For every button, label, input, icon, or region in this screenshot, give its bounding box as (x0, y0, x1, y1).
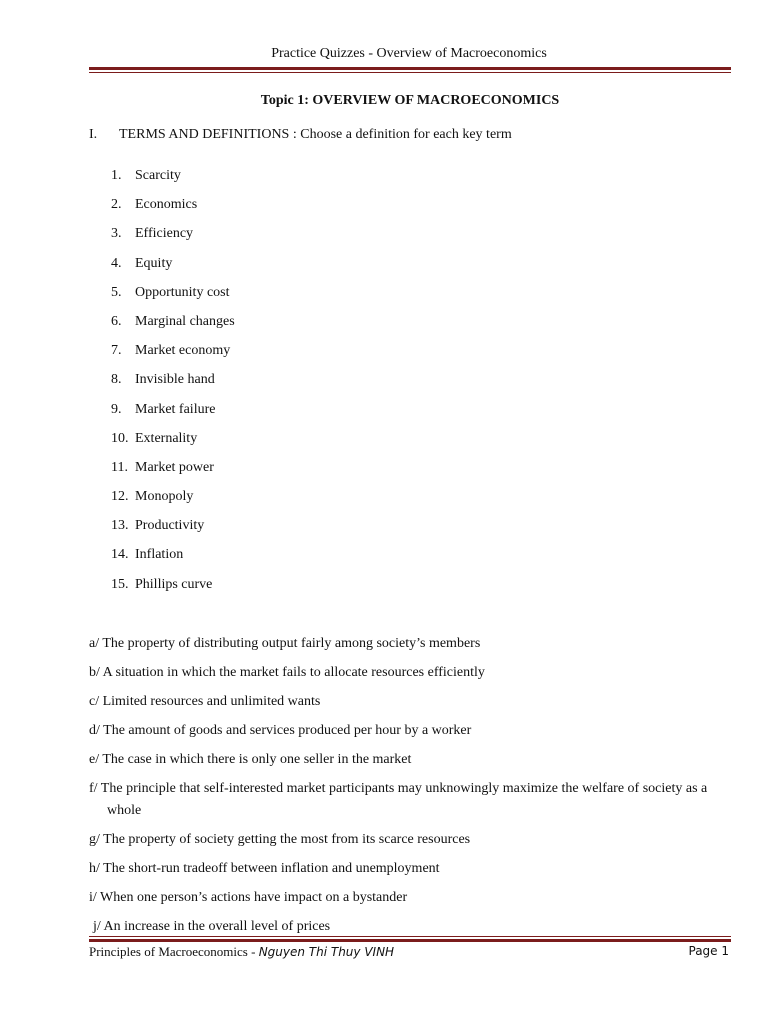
key-term-label: Equity (135, 255, 173, 271)
footer-course-title: Principles of Macroeconomics - (89, 944, 259, 959)
key-term-number: 6. (111, 313, 122, 329)
key-term-item (111, 487, 235, 516)
section-title: TERMS AND DEFINITIONS : Choose a definition for each key term (119, 127, 512, 142)
key-term-number: 14. (111, 547, 129, 563)
key-term-item (111, 312, 235, 341)
key-term-label: Scarcity (135, 168, 181, 183)
key-term-number: 7. (111, 343, 122, 359)
key-term-number: 5. (111, 284, 122, 300)
definition-item: g/ The property of society getting the most from its scarce resources (89, 831, 471, 847)
key-term-label: Inflation (135, 547, 184, 563)
section-number: I. (89, 127, 98, 142)
key-term-item (111, 400, 235, 429)
key-term-label: Productivity (135, 518, 205, 534)
key-term-item (111, 166, 235, 195)
footer-rule-thin (89, 936, 731, 937)
key-term-item (111, 224, 235, 253)
key-term-item (111, 195, 235, 224)
topic-title: Topic 1: OVERVIEW OF MACROECONOMICS (260, 93, 560, 108)
key-term-label: Invisible hand (135, 372, 215, 388)
key-term-item (111, 575, 235, 604)
definition-item: i/ When one person’s actions have impact on a bystander (89, 889, 408, 905)
key-term-label: Efficiency (135, 226, 194, 242)
key-term-number: 15. (111, 576, 129, 592)
definition-item: a/ The property of distributing output fairly among society’s members (89, 636, 481, 651)
key-term-number: 11. (111, 459, 128, 475)
key-term-number: 13. (111, 518, 129, 534)
footer-author: Nguyen Thi Thuy VINH (258, 945, 395, 959)
section-heading (89, 127, 512, 143)
definitions-list (89, 633, 709, 945)
key-term-number: 4. (111, 255, 122, 271)
key-term-number: 2. (111, 197, 122, 213)
key-term-label: Market power (135, 459, 214, 475)
key-term-item (111, 370, 235, 399)
key-term-item (111, 429, 235, 458)
footer-rule (89, 939, 731, 942)
key-term-item (111, 254, 235, 283)
key-term-item (111, 341, 235, 370)
key-term-label: Externality (135, 430, 198, 446)
running-header: Practice Quizzes - Overview of Macroeconomics (271, 46, 547, 61)
key-term-item (111, 545, 235, 574)
key-term-label: Market failure (135, 401, 216, 417)
key-term-number: 8. (111, 372, 122, 388)
header-rule-thin (89, 72, 731, 73)
definition-item: f/ The principle that self-interested market participants may unknowingly maximize the welfare of society as a whole (89, 781, 708, 818)
definition-item: e/ The case in which there is only one seller in the market (89, 752, 412, 767)
definition-item: c/ Limited resources and unlimited wants (89, 694, 321, 709)
key-term-number: 10. (111, 430, 129, 446)
key-terms-list (111, 166, 235, 604)
definition-item: h/ The short-run tradeoff between inflation and unemployment (89, 860, 440, 876)
key-term-item (111, 283, 235, 312)
footer-course (89, 944, 394, 960)
key-term-item (111, 516, 235, 545)
key-term-label: Marginal changes (135, 313, 235, 329)
key-term-number: 9. (111, 401, 122, 417)
key-term-label: Economics (135, 197, 198, 213)
key-term-label: Monopoly (135, 489, 194, 505)
key-term-label: Phillips curve (135, 576, 213, 592)
page-number: Page 1 (688, 944, 729, 958)
key-term-number: 1. (111, 168, 122, 183)
key-term-number: 3. (111, 226, 122, 242)
definition-item: j/ An increase in the overall level of prices (93, 918, 331, 934)
definition-item: b/ A situation in which the market fails to allocate resources efficiently (89, 665, 485, 680)
definition-item: d/ The amount of goods and services produced per hour by a worker (89, 723, 472, 738)
key-term-label: Market economy (135, 343, 231, 359)
key-term-item (111, 458, 235, 487)
key-term-label: Opportunity cost (135, 284, 230, 300)
header-rule (89, 67, 731, 70)
key-term-number: 12. (111, 489, 129, 505)
